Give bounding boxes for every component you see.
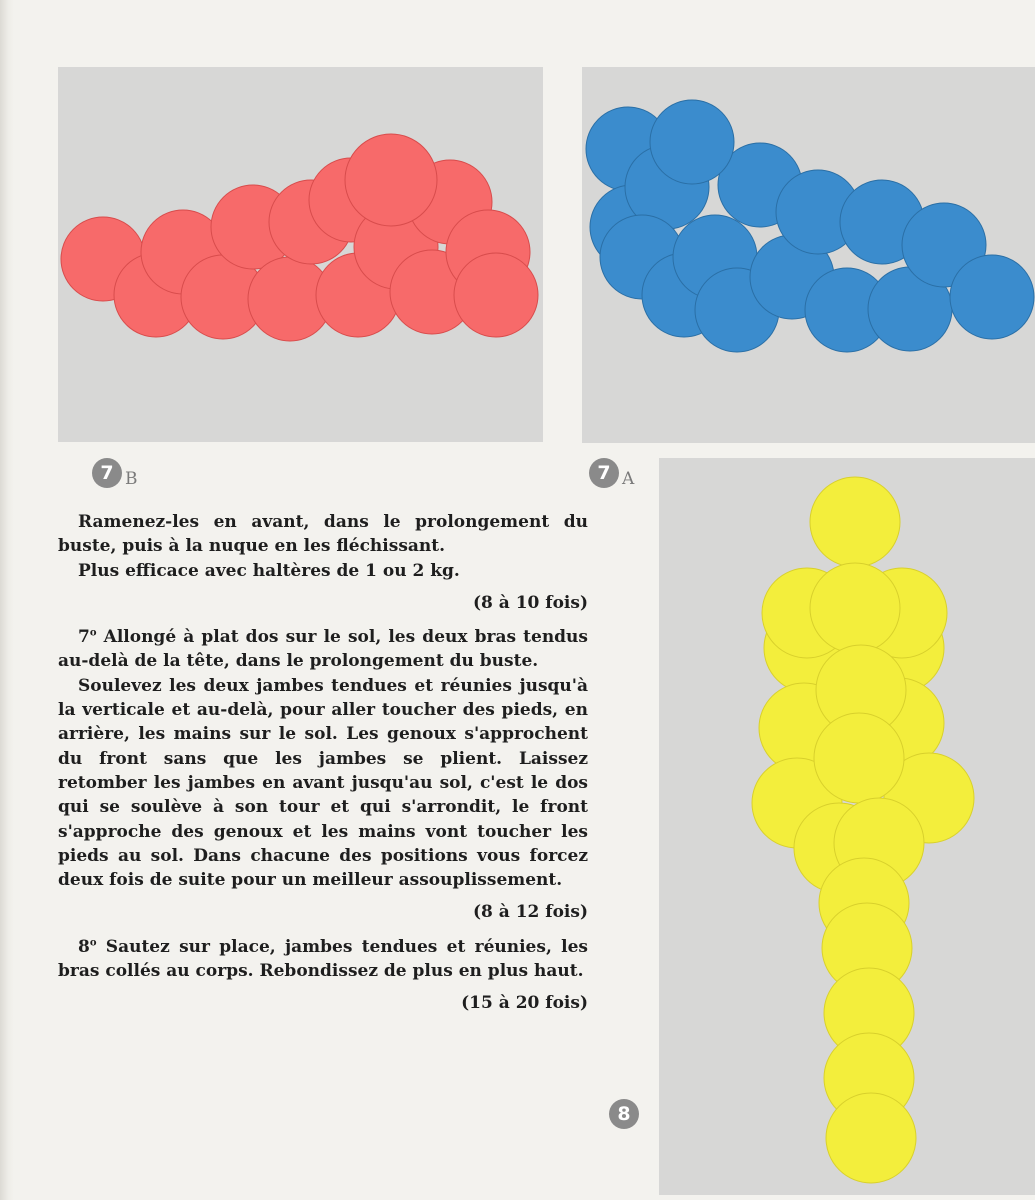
figure-number-badge: 7 [92, 458, 122, 488]
repetition-count: (8 à 10 fois) [472, 592, 588, 613]
ordinal-mark: o [89, 937, 97, 949]
figure-letter: A [622, 469, 635, 489]
paragraph: Plus efficace avec haltères de 1 ou 2 kg. [78, 560, 460, 581]
figure-7b-photo [58, 67, 543, 442]
figure-7a-label [589, 458, 634, 488]
figure-8-photo [659, 458, 1035, 1195]
exercise-text [58, 510, 588, 1026]
exercise-7-body: Soulevez les deux jambes tendues et réunies jusqu'à la verticale et au-delà, pour aller toucher des pieds, en arrière, les mains sur le sol. Les genoux s'approchent du front sans que les jambes se plient. Laissez retomber les jambes en avant jusqu'au sol, c'est le dos qui se soulève à son tour et qui s'arrondit, le front s'approche des genoux et les mains vont toucher les pieds au sol. Dans chacune des positions vous forcez deux fois de suite pour un meilleur assouplissement. [58, 675, 588, 891]
repetition-count: (8 à 12 fois) [472, 902, 588, 923]
exercise-7-intro [58, 625, 588, 674]
paragraph: Ramenez-les en avant, dans le prolongement du buste, puis à la nuque en les fléchissant. [58, 512, 588, 557]
figure-7a-photo [582, 67, 1035, 443]
blue-disc-shape [582, 67, 1035, 443]
figure-7b-label [92, 458, 138, 488]
exercise-7-intro-text: Allongé à plat dos sur le sol, les deux bras tendus au-delà de la tête, dans le prolongement du buste. [58, 627, 588, 672]
figure-8-label [609, 1099, 639, 1129]
exercise-8-text: Sautez sur place, jambes tendues et réunies, les bras collés au corps. Rebondissez de plus en plus haut. [58, 936, 588, 982]
exercise-number: 8 [78, 936, 90, 957]
figure-letter: B [125, 469, 138, 489]
figure-number-badge: 7 [589, 458, 619, 488]
ordinal-mark: o [89, 627, 97, 639]
figure-number-badge: 8 [609, 1099, 639, 1129]
yellow-disc-figure [659, 458, 1035, 1195]
page-edge [0, 0, 14, 1200]
exercise-number: 7 [78, 627, 90, 648]
exercise-8-body [58, 935, 588, 984]
red-disc-shape [58, 67, 543, 442]
repetition-count: (15 à 20 fois) [461, 993, 588, 1014]
